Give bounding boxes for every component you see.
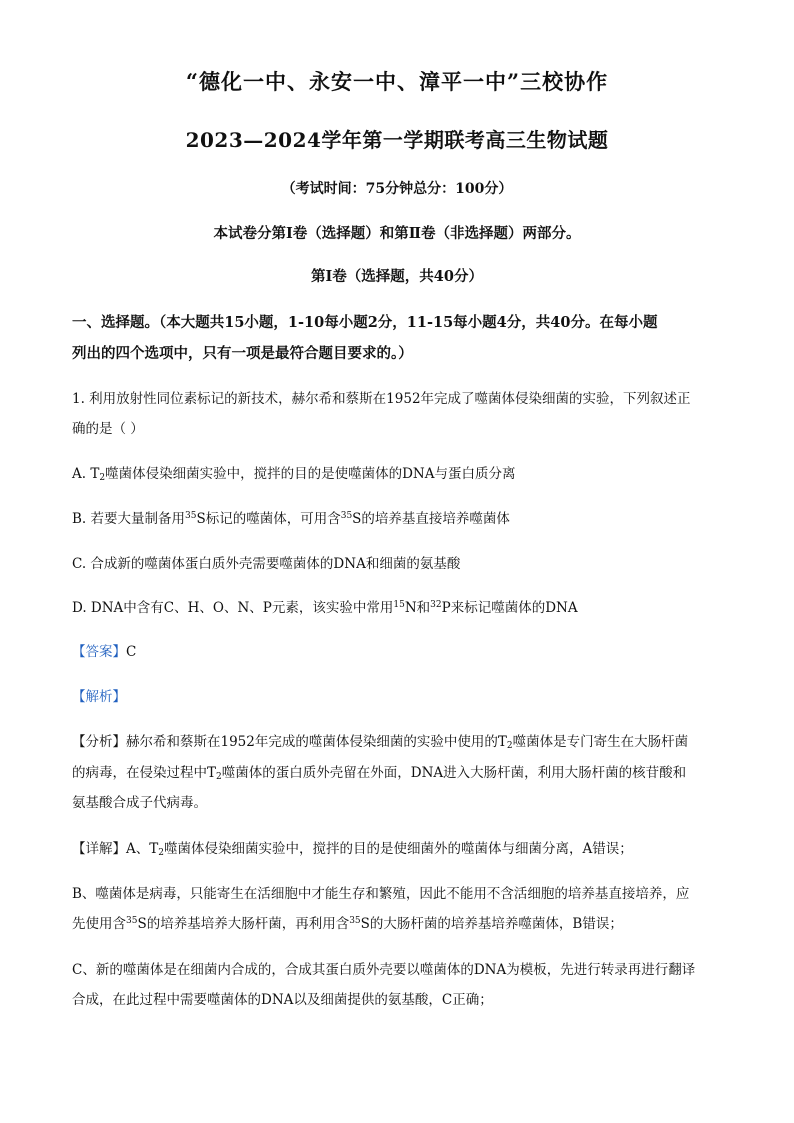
exam-info: （考试时间：75分钟总分：100分）: [281, 181, 513, 197]
option-c: C. 合成新的噬菌体蛋白质外壳需要噬菌体的DNA和细菌的氨基酸: [72, 556, 461, 572]
title-line-1: “德化一中、永安一中、漳平一中”三校协作: [185, 69, 609, 94]
title-line-2: 2023—2024学年第一学期联考高三生物试题: [185, 128, 609, 152]
option-b-superscript-1: 35: [185, 511, 197, 521]
option-b-superscript-2: 35: [340, 511, 353, 521]
xiangjie-b-line-2: [72, 912, 623, 932]
fenxi-line-2-subscript: 2: [216, 772, 222, 782]
option-d-superscript-1: 15: [393, 600, 405, 610]
xiangjie-b-superscript-2: 35: [349, 916, 361, 926]
answer-value: C: [126, 644, 137, 660]
fenxi-line-1-prefix: 赫尔希和蔡斯在1952年完成的噬菌体侵染细菌的实验中使用的T: [126, 734, 507, 750]
xiangjie-b-prefix: 先使用含: [72, 916, 126, 932]
xiangjie-a-line: [72, 837, 633, 858]
analysis-line: [72, 685, 126, 705]
option-d: [72, 596, 578, 616]
option-a-subscript: 2: [99, 473, 106, 483]
fenxi-line-1-subscript: 2: [506, 741, 513, 751]
option-d-middle: N和: [404, 600, 431, 616]
option-b-text: S的培养基直接培养噬菌体: [352, 511, 510, 527]
fenxi-line-1: [72, 730, 688, 751]
xiangjie-b-text: S的大肠杆菌的培养基培养噬菌体，B错误；: [360, 916, 623, 932]
paper-intro: 本试卷分第Ⅰ卷（选择题）和第Ⅱ卷（非选择题）两部分。: [213, 225, 581, 242]
section-heading-line-2: 列出的四个选项中，只有一项是最符合题目要求的。）: [72, 345, 413, 362]
option-b-middle: S标记的噬菌体，可用含: [196, 511, 341, 527]
option-b: [72, 507, 510, 527]
question-stem-line-1: 1. 利用放射性同位素标记的新技术，赫尔希和蔡斯在1952年完成了噬菌体侵染细菌的实验，下列叙述正: [72, 391, 691, 407]
fenxi-tag: 【分析】: [72, 734, 126, 750]
question-stem-line-2: 确的是（ ）: [72, 421, 144, 437]
option-a: [72, 462, 515, 483]
xiangjie-a-subscript: 2: [158, 848, 164, 858]
part-one-heading: 第Ⅰ卷（选择题，共40分）: [311, 268, 483, 285]
option-b-prefix: B. 若要大量制备用: [72, 511, 186, 527]
xiangjie-c-line-1: C、新的噬菌体是在细菌内合成的，合成其蛋白质外壳要以噬菌体的DNA为模板，先进行转录再进行翻译: [72, 962, 696, 978]
option-a-prefix: A. T: [72, 466, 100, 482]
xiangjie-a-prefix: A、T: [126, 841, 159, 857]
xiangjie-a-text: 噬菌体侵染细菌实验中，搅拌的目的是使细菌外的噬菌体与细菌分离，A错误；: [164, 841, 633, 857]
fenxi-line-2-text: 噬菌体的蛋白质外壳留在外面，DNA进入大肠杆菌，利用大肠杆菌的核苷酸和: [221, 765, 687, 781]
section-heading-line-1: 一、选择题。（本大题共15小题，1-10每小题2分，11-15每小题4分，共40分。在每小题: [72, 314, 658, 331]
option-d-text: P来标记噬菌体的DNA: [441, 600, 578, 616]
fenxi-line-2: [72, 761, 686, 782]
fenxi-line-1-text: 噬菌体是专门寄生在大肠杆菌: [512, 734, 689, 750]
fenxi-line-3: 氨基酸合成子代病毒。: [72, 795, 207, 811]
xiangjie-b-superscript-1: 35: [126, 916, 138, 926]
option-d-prefix: D. DNA中含有C、H、O、N、P元素，该实验中常用: [72, 600, 394, 616]
answer-line: [72, 640, 136, 660]
xiangjie-tag: 【详解】: [72, 841, 126, 857]
xiangjie-b-middle: S的培养基培养大肠杆菌，再利用含: [137, 916, 350, 932]
xiangjie-c-line-2: 合成，在此过程中需要噬菌体的DNA以及细菌提供的氨基酸，C正确；: [72, 992, 493, 1008]
fenxi-line-2-prefix: 的病毒，在侵染过程中T: [72, 765, 217, 781]
option-a-text: 噬菌体侵染细菌实验中，搅拌的目的是使噬菌体的DNA与蛋白质分离: [105, 466, 516, 482]
answer-tag: 【答案】: [72, 644, 126, 660]
option-d-superscript-2: 32: [430, 600, 442, 610]
analysis-tag: 【解析】: [72, 689, 126, 705]
xiangjie-b-line-1: B、噬菌体是病毒，只能寄生在活细胞中才能生存和繁殖，因此不能用不含活细胞的培养基直接培养，应: [72, 886, 690, 902]
